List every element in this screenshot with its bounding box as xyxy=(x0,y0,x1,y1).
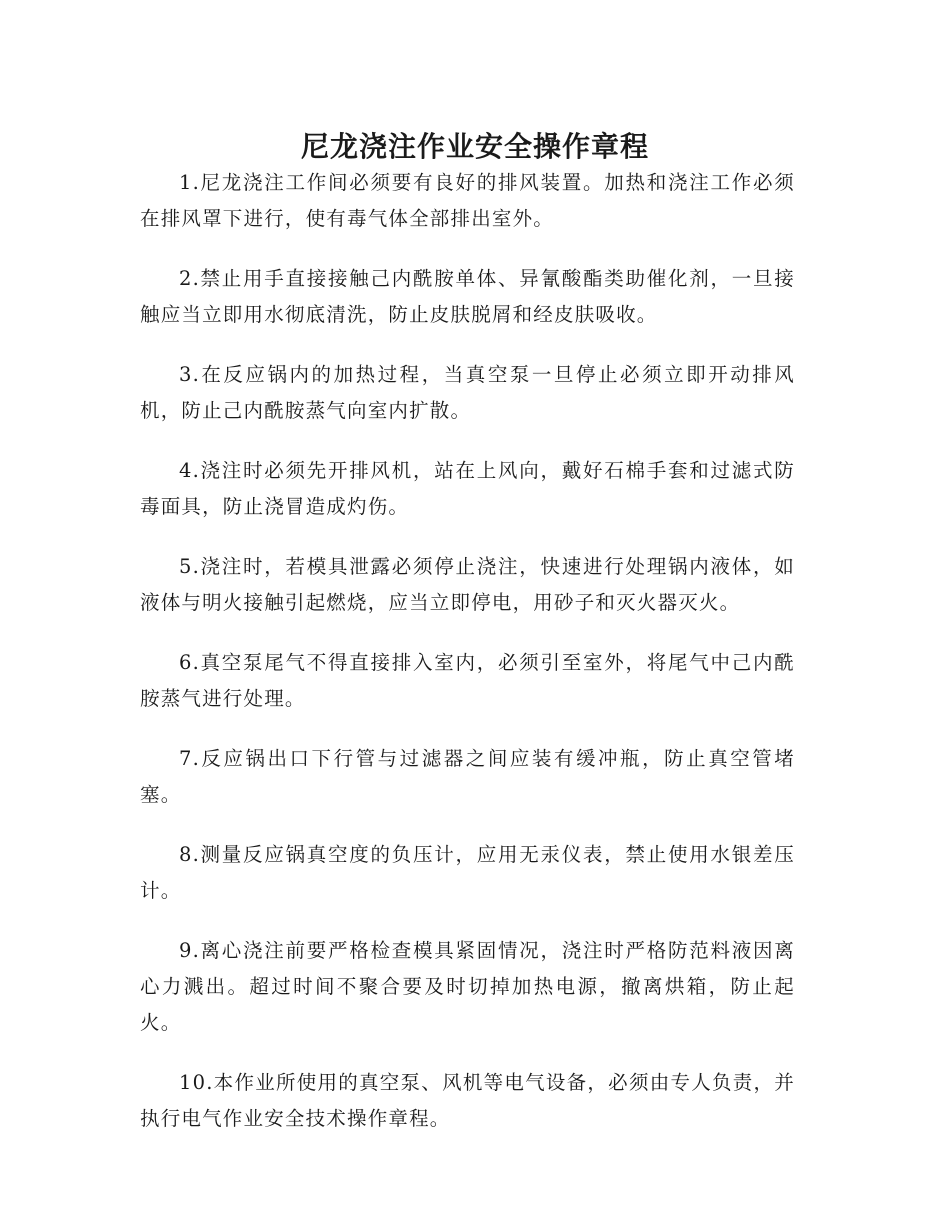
rule-paragraph-5: 5.浇注时，若模具泄露必须停止浇注，快速进行处理锅内液体，如液体与明火接触引起燃烧，应当立即停电，用砂子和灭火器灭火。 xyxy=(140,555,795,614)
rule-paragraph-7: 7.反应锅出口下行管与过滤器之间应装有缓冲瓶，防止真空管堵塞。 xyxy=(140,747,795,806)
rule-paragraph-3: 3.在反应锅内的加热过程，当真空泵一旦停止必须立即开动排风机，防止己内酰胺蒸气向室内扩散。 xyxy=(140,363,795,422)
document-body xyxy=(140,165,795,1161)
rule-paragraph-1: 1.尼龙浇注工作间必须要有良好的排风装置。加热和浇注工作必须在排风罩下进行，使有毒气体全部排出室外。 xyxy=(140,171,795,230)
rule-paragraph-4: 4.浇注时必须先开排风机，站在上风向，戴好石棉手套和过滤式防毒面具，防止浇冒造成灼伤。 xyxy=(140,459,795,518)
rule-paragraph-6: 6.真空泵尾气不得直接排入室内，必须引至室外，将尾气中己内酰胺蒸气进行处理。 xyxy=(140,651,795,710)
rule-paragraph-10: 10.本作业所使用的真空泵、风机等电气设备，必须由专人负责，并执行电气作业安全技术操作章程。 xyxy=(140,1071,795,1130)
rule-paragraph-8: 8.测量反应锅真空度的负压计，应用无汞仪表，禁止使用水银差压计。 xyxy=(140,843,795,902)
document-title: 尼龙浇注作业安全操作章程 xyxy=(300,129,649,163)
rule-paragraph-9: 9.离心浇注前要严格检查模具紧固情况，浇注时严格防范料液因离心力溅出。超过时间不聚合要及时切掉加热电源，撤离烘箱，防止起火。 xyxy=(140,939,795,1034)
rule-paragraph-2: 2.禁止用手直接接触己内酰胺单体、异氰酸酯类助催化剂，一旦接触应当立即用水彻底清洗，防止皮肤脱屑和经皮肤吸收。 xyxy=(140,267,795,326)
